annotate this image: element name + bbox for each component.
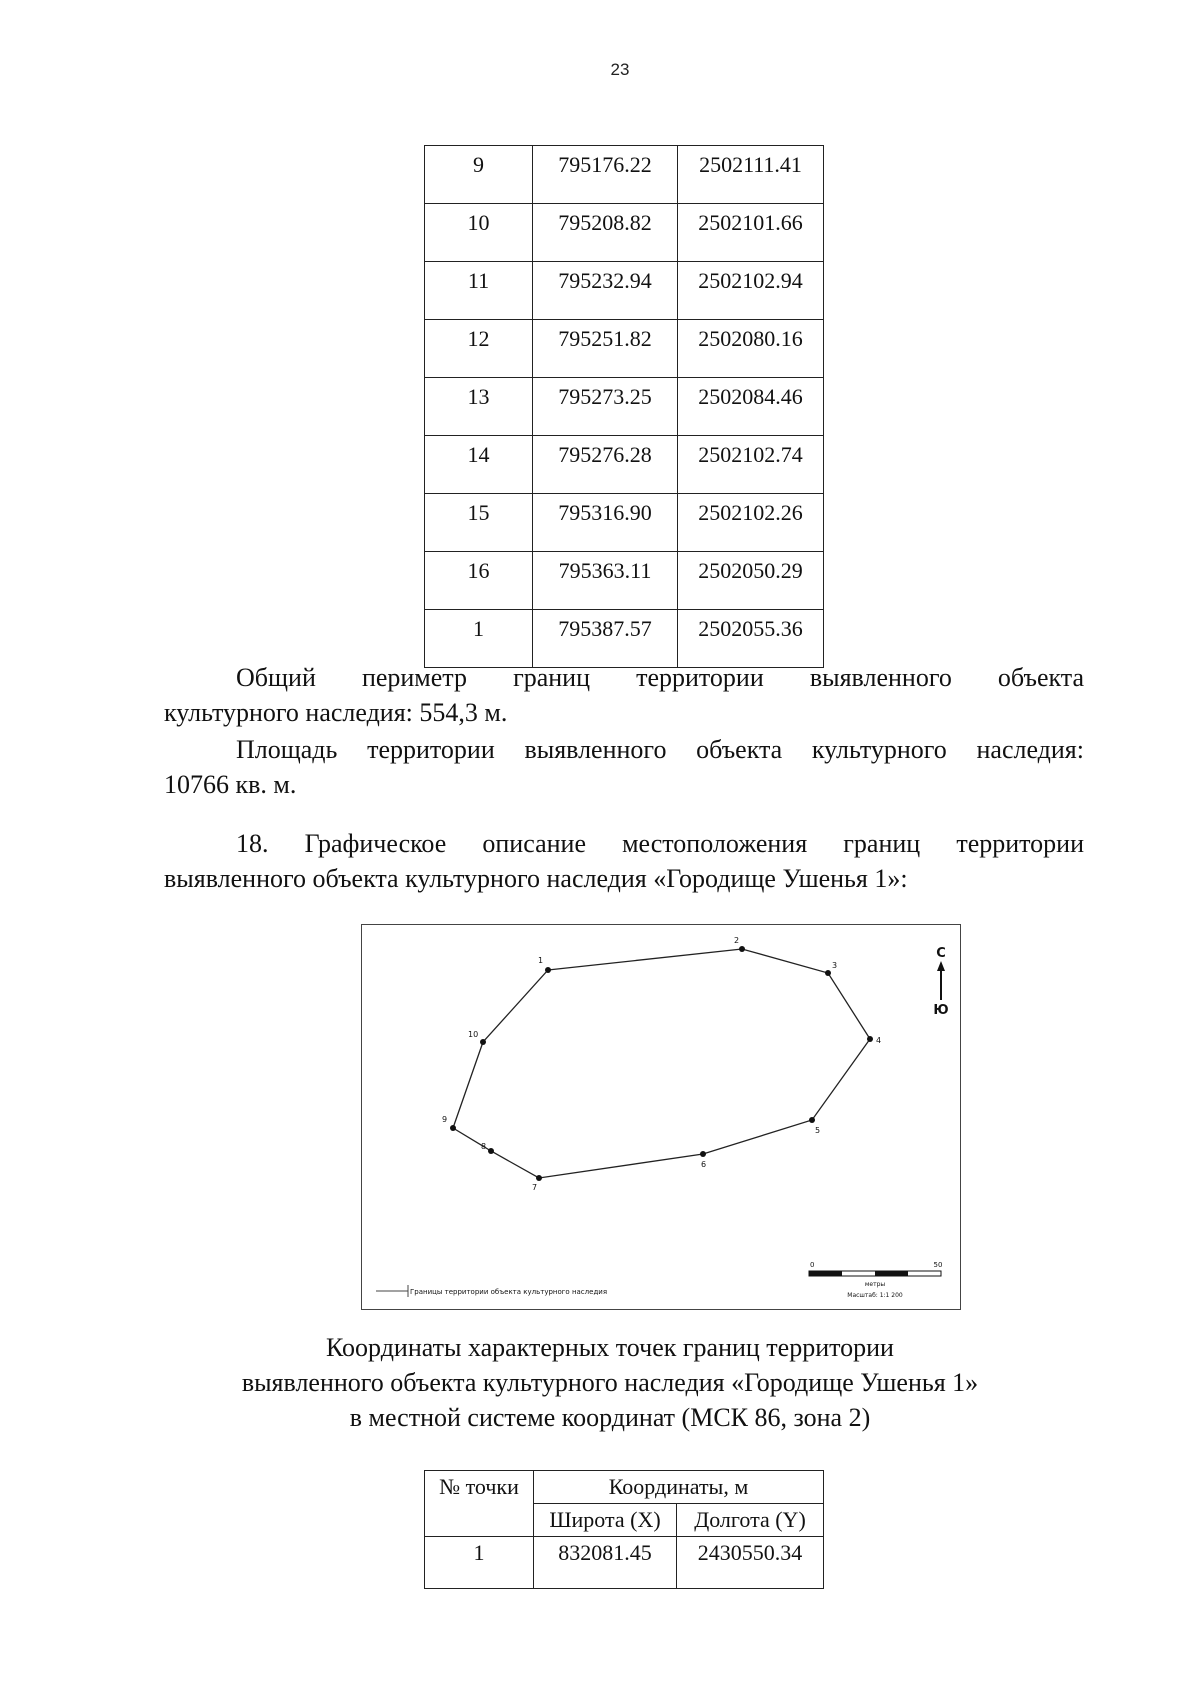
y-coordinate-cell: 2502080.16 xyxy=(678,320,824,378)
boundary-point-marker xyxy=(809,1117,815,1123)
caption-line-2: выявленного объекта культурного наследия «Городище Ушенья 1» xyxy=(241,1368,979,1397)
page-number: 23 xyxy=(610,60,630,79)
point-number-cell: 1 xyxy=(425,610,533,668)
boundary-point-label: 6 xyxy=(701,1160,707,1169)
table-row xyxy=(425,610,824,668)
north-arrow xyxy=(933,946,948,1018)
map-legend xyxy=(376,1285,607,1297)
point-number-cell: 9 xyxy=(425,146,533,204)
south-label: Ю xyxy=(933,1003,949,1018)
point-number-cell: 12 xyxy=(425,320,533,378)
boundary-polygon xyxy=(453,949,870,1178)
boundary-point-label: 1 xyxy=(538,956,544,965)
point-number-cell: 13 xyxy=(425,378,533,436)
table-row xyxy=(425,1537,824,1589)
caption-line-1: Координаты характерных точек границ территории xyxy=(326,1333,894,1362)
header-coordinates: Координаты, м xyxy=(534,1471,824,1504)
perimeter-word: территории xyxy=(636,663,764,692)
header-point-number: № точки xyxy=(425,1471,534,1537)
boundary-point-label: 3 xyxy=(832,961,838,970)
point-number-cell: 15 xyxy=(425,494,533,552)
boundary-point-label: 2 xyxy=(734,936,740,945)
scale-bar xyxy=(809,1261,942,1299)
point-number-cell: 16 xyxy=(425,552,533,610)
perimeter-word: Общий xyxy=(236,663,316,692)
y-coordinate-cell: 2502084.46 xyxy=(678,378,824,436)
boundary-point-marker xyxy=(536,1175,542,1181)
boundary-map xyxy=(361,924,961,1310)
boundary-point-marker xyxy=(450,1125,456,1131)
y-coordinate-cell: 2502102.94 xyxy=(678,262,824,320)
coordinates-table-continued xyxy=(424,145,824,668)
table-row xyxy=(425,320,824,378)
header-latitude: Широта (X) xyxy=(534,1504,677,1537)
perimeter-word: объекта xyxy=(997,663,1084,692)
perimeter-word: границ xyxy=(513,663,591,692)
longitude-cell: 2430550.34 xyxy=(677,1537,824,1589)
scale-max-label: 50 xyxy=(933,1261,943,1269)
y-coordinate-cell: 2502050.29 xyxy=(678,552,824,610)
boundary-point-label: 10 xyxy=(468,1030,479,1039)
coordinates-table xyxy=(424,1470,824,1589)
table-row xyxy=(425,146,824,204)
boundary-point-marker xyxy=(739,946,745,952)
x-coordinate-cell: 795273.25 xyxy=(533,378,678,436)
boundary-point-label: 9 xyxy=(442,1115,448,1124)
section-18-line-1: 18. Графическое описание местоположения границ территории xyxy=(236,829,1084,858)
x-coordinate-cell: 795208.82 xyxy=(533,204,678,262)
caption-line-3: в местной системе координат (МСК 86, зона 2) xyxy=(349,1403,871,1432)
perimeter-word: выявленного xyxy=(809,663,952,692)
boundary-point-label: 5 xyxy=(815,1126,821,1135)
point-number-cell: 10 xyxy=(425,204,533,262)
scale-text: Масштаб: 1:1 200 xyxy=(847,1292,903,1299)
perimeter-line-1 xyxy=(164,660,1084,695)
point-number-cell: 11 xyxy=(425,262,533,320)
boundary-point-label: 8 xyxy=(481,1142,487,1151)
area-line-1: Площадь территории выявленного объекта культурного наследия: xyxy=(236,735,1084,764)
x-coordinate-cell: 795251.82 xyxy=(533,320,678,378)
area-paragraph xyxy=(164,732,1084,802)
scale-min-label: 0 xyxy=(810,1261,815,1269)
table-row xyxy=(425,552,824,610)
boundary-point-label: 7 xyxy=(532,1183,538,1192)
x-coordinate-cell: 795363.11 xyxy=(533,552,678,610)
y-coordinate-cell: 2502101.66 xyxy=(678,204,824,262)
x-coordinate-cell: 795232.94 xyxy=(533,262,678,320)
legend-text: Границы территории объекта культурного наследия xyxy=(410,1288,608,1296)
boundary-point-marker xyxy=(488,1148,494,1154)
latitude-cell: 832081.45 xyxy=(534,1537,677,1589)
table-row xyxy=(425,378,824,436)
boundary-point-label: 4 xyxy=(876,1036,882,1045)
perimeter-line-2: культурного наследия: 554,3 м. xyxy=(164,698,508,727)
y-coordinate-cell: 2502102.26 xyxy=(678,494,824,552)
boundary-point-marker xyxy=(867,1036,873,1042)
boundary-map-drawing xyxy=(362,925,962,1311)
perimeter-paragraph xyxy=(164,660,1084,730)
boundary-point-marker xyxy=(545,967,551,973)
y-coordinate-cell: 2502111.41 xyxy=(678,146,824,204)
y-coordinate-cell: 2502102.74 xyxy=(678,436,824,494)
x-coordinate-cell: 795276.28 xyxy=(533,436,678,494)
table-row xyxy=(425,494,824,552)
table-row xyxy=(425,436,824,494)
section-18-line-2: выявленного объекта культурного наследия «Городище Ушенья 1»: xyxy=(164,864,908,893)
header-longitude: Долгота (Y) xyxy=(677,1504,824,1537)
table-row xyxy=(425,262,824,320)
coordinates-caption xyxy=(0,1330,1200,1435)
scale-unit: метры xyxy=(864,1281,886,1288)
boundary-point-marker xyxy=(825,970,831,976)
section-18-paragraph xyxy=(164,826,1084,896)
y-coordinate-cell: 2502055.36 xyxy=(678,610,824,668)
perimeter-word: периметр xyxy=(361,663,467,692)
x-coordinate-cell: 795316.90 xyxy=(533,494,678,552)
north-label: С xyxy=(936,946,946,961)
point-number-cell: 1 xyxy=(425,1537,534,1589)
x-coordinate-cell: 795387.57 xyxy=(533,610,678,668)
table-row xyxy=(425,204,824,262)
point-number-cell: 14 xyxy=(425,436,533,494)
boundary-point-marker xyxy=(480,1039,486,1045)
area-line-2: 10766 кв. м. xyxy=(164,770,297,799)
x-coordinate-cell: 795176.22 xyxy=(533,146,678,204)
boundary-point-marker xyxy=(700,1151,706,1157)
